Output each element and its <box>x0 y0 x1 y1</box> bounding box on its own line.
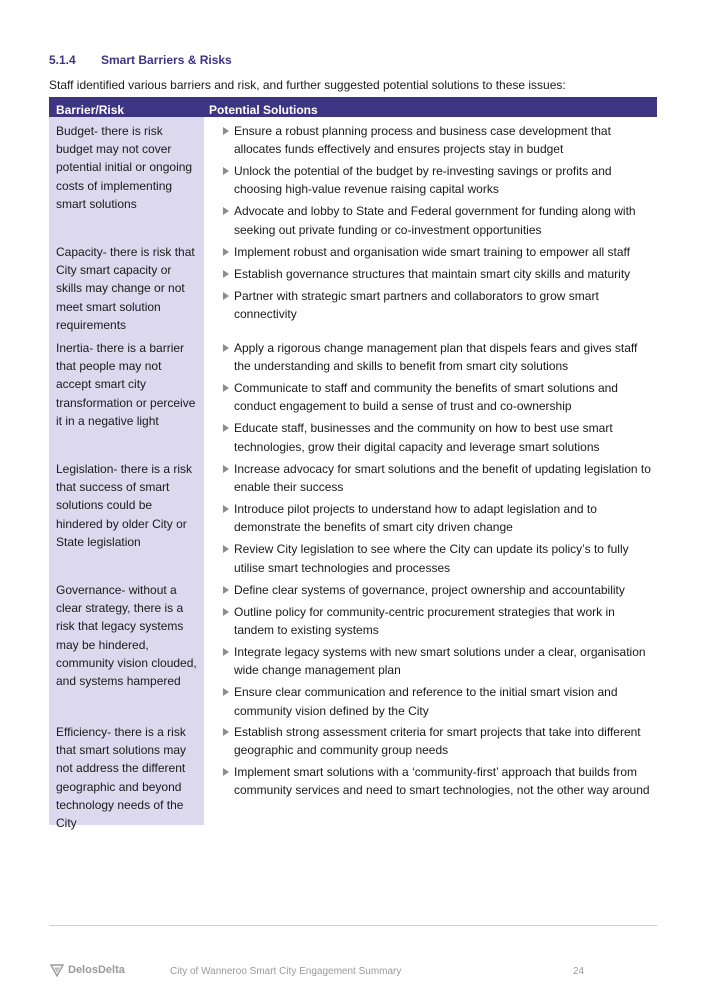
triangle-bullet-icon <box>223 384 229 392</box>
logo-text: DelosDelta <box>68 964 125 976</box>
list-item: Ensure clear communication and reference to the initial smart vision and community vision defined by the City <box>234 683 653 719</box>
solutions-cell <box>204 117 657 238</box>
risk-cell: Efficiency- there is a risk that smart solutions may not address the different geographic and beyond technology needs of the City <box>49 718 204 825</box>
list-item: Unlock the potential of the budget by re-investing savings or profits and choosing high-value revenue raising capital works <box>234 162 653 198</box>
triangle-bullet-icon <box>223 545 229 553</box>
footer-divider <box>49 925 657 926</box>
triangle-bullet-icon <box>223 768 229 776</box>
list-item: Outline policy for community-centric procurement strategies that work in tandem to existing systems <box>234 603 653 639</box>
triangle-bullet-icon <box>223 424 229 432</box>
table-row <box>49 455 657 576</box>
risk-cell: Inertia- there is a barrier that people may not accept smart city transformation or perceive it in a negative light <box>49 334 204 455</box>
triangle-bullet-icon <box>223 728 229 736</box>
triangle-bullet-icon <box>223 248 229 256</box>
footer-document-title: City of Wanneroo Smart City Engagement Summary <box>170 966 402 977</box>
risk-cell: Capacity- there is risk that City smart capacity or skills may change or not meet smart solution requirements <box>49 238 204 334</box>
section-heading <box>49 53 232 67</box>
list-item: Educate staff, businesses and the community on how to best use smart technologies, grow their digital capacity and leverage smart solutions <box>234 419 653 455</box>
table-row <box>49 117 657 238</box>
solutions-cell <box>204 718 657 825</box>
triangle-bullet-icon <box>223 292 229 300</box>
list-item: Partner with strategic smart partners and collaborators to grow smart connectivity <box>234 287 653 323</box>
list-item: Integrate legacy systems with new smart solutions under a clear, organisation wide change management plan <box>234 643 653 679</box>
header-potential-solutions: Potential Solutions <box>209 103 318 117</box>
table-header <box>49 97 657 117</box>
list-item: Introduce pilot projects to understand how to adapt legislation and to demonstrate the benefits of smart city driven change <box>234 500 653 536</box>
list-item: Establish strong assessment criteria for smart projects that take into different geographic and community group needs <box>234 723 653 759</box>
solutions-cell <box>204 455 657 576</box>
solutions-cell <box>204 576 657 718</box>
risk-cell: Budget- there is risk budget may not cover potential initial or ongoing costs of implementing smart solutions <box>49 117 204 238</box>
section-intro: Staff identified various barriers and risk, and further suggested potential solutions to these issues: <box>49 78 566 92</box>
barriers-table <box>49 97 657 831</box>
triangle-bullet-icon <box>223 688 229 696</box>
section-title: Smart Barriers & Risks <box>101 53 232 67</box>
list-item: Establish governance structures that maintain smart city skills and maturity <box>234 265 653 283</box>
risk-cell: Legislation- there is a risk that success of smart solutions could be hindered by older City or State legislation <box>49 455 204 576</box>
triangle-bullet-icon <box>223 465 229 473</box>
risk-cell: Governance- without a clear strategy, there is a risk that legacy systems may be hindered, community vision clouded, and systems hampered <box>49 576 204 718</box>
solutions-cell <box>204 334 657 455</box>
header-barrier-risk: Barrier/Risk <box>56 103 125 117</box>
solutions-cell <box>204 238 657 334</box>
list-item: Define clear systems of governance, project ownership and accountability <box>234 581 653 599</box>
delosdelta-logo-icon <box>50 963 64 977</box>
table-row <box>49 334 657 455</box>
footer-logo <box>50 963 125 977</box>
list-item: Ensure a robust planning process and business case development that allocates funds effectively and ensures projects stay in budget <box>234 122 653 158</box>
triangle-bullet-icon <box>223 270 229 278</box>
list-item: Implement robust and organisation wide smart training to empower all staff <box>234 243 653 261</box>
table-row <box>49 238 657 334</box>
page-number: 24 <box>573 966 585 977</box>
list-item: Implement smart solutions with a ‘community-first’ approach that builds from community services and need to smart technologies, not the other way around <box>234 763 653 799</box>
list-item: Advocate and lobby to State and Federal government for funding along with seeking out private funding or co-investment opportunities <box>234 202 653 238</box>
section-number: 5.1.4 <box>49 53 76 67</box>
triangle-bullet-icon <box>223 648 229 656</box>
triangle-bullet-icon <box>223 167 229 175</box>
list-item: Increase advocacy for smart solutions and the benefit of updating legislation to enable their success <box>234 460 653 496</box>
table-row <box>49 576 657 718</box>
triangle-bullet-icon <box>223 608 229 616</box>
table-row <box>49 718 657 831</box>
triangle-bullet-icon <box>223 127 229 135</box>
list-item: Communicate to staff and community the benefits of smart solutions and conduct engagement to build a sense of trust and co-ownership <box>234 379 653 415</box>
list-item: Apply a rigorous change management plan that dispels fears and gives staff the understanding and skills to benefit from smart city solutions <box>234 339 653 375</box>
triangle-bullet-icon <box>223 207 229 215</box>
triangle-bullet-icon <box>223 344 229 352</box>
triangle-bullet-icon <box>223 505 229 513</box>
list-item: Review City legislation to see where the City can update its policy’s to fully utilise smart technologies and processes <box>234 540 653 576</box>
triangle-bullet-icon <box>223 586 229 594</box>
